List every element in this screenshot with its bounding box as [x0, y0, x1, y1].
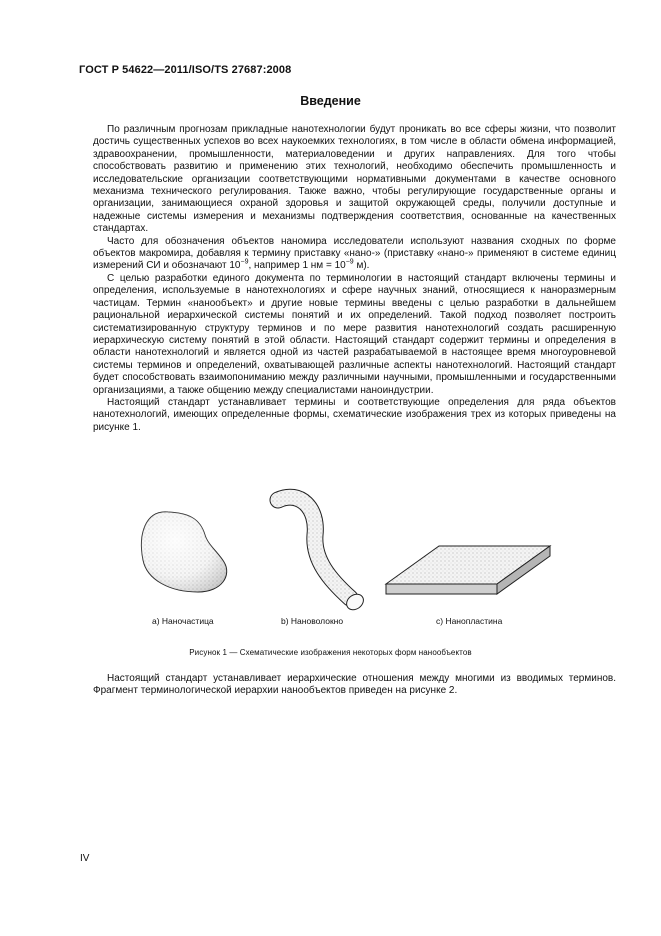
paragraph-3: С целью разработки единого документа по терминологии в настоящий стандарт включены термины и определения, используемые в нанотехнологиях и сфере научных знаний, относящиеся к наноразмерным частицам. Термин «нанообъект» и другие новые термины введены с целью разработки в дальнейшем рациональной иерархической системы понятий и их определений. Такой подход позволяет построить систематизированную структуру терминов и по мере развития нанотехнологий создать расширенную иерархическую систему понятий в этой области. Настоящий стандарт содержит термины и определения в области нанотехнологий и является одной из частей разрабатываемой в настоящее время многоуровневой системы терминов и определений, охватывающей различные аспекты нанотехнологий. Настоящий стандарт будет способствовать взаимопониманию между различными научными, промышленными и государственными организациями, а также общению между специалистами наноиндустрии.	[93, 272, 616, 396]
figure-title: Рисунок 1 — Схематические изображения некоторых форм нанообъектов	[189, 648, 472, 657]
nanoparticle-drawing	[141, 512, 226, 592]
document-header: ГОСТ Р 54622—2011/ISO/TS 27687:2008	[79, 64, 292, 76]
exponent-1: −9	[240, 259, 249, 267]
paragraph-2	[93, 236, 616, 273]
paragraph-1: По различным прогнозам прикладные нанотехнологии будут проникать во все сферы жизни, что позволит достичь существенных успехов во всех наукоемких технологиях, в том числе в области обмена информацией, здравоохранении, промышленности, материаловедении и других направлениях. Для того чтобы способствовать развитию и применению этих технологий, необходимо обеспечить промышленность и исследовательские организации соответствующими нормативными документами в качестве основного механизма технического регулирования. Также важно, чтобы регулирующие государственные органы и организации, занимающиеся охраной здоровья и защитой окружающей среды, получили доступные и надежные системы измерения и механизмы подтверждения соответствия, основанные на качественных стандартах.	[93, 124, 616, 235]
caption-nanoparticle: a) Наночастица	[152, 616, 214, 626]
exponent-2: −9	[345, 259, 354, 267]
figure-drawings	[0, 480, 661, 660]
body-text	[93, 124, 616, 434]
nanoplate-drawing	[386, 546, 550, 594]
caption-nanofiber: b) Нановолокно	[281, 616, 344, 626]
figure-1	[0, 480, 661, 660]
nanofiber-drawing	[278, 497, 366, 613]
page-number: IV	[80, 853, 90, 864]
paragraph-2-mid: , например 1 нм = 10	[248, 260, 346, 272]
paragraph-5: Настоящий стандарт устанавливает иерархические отношения между многими из вводимых терминов. Фрагмент терминологической иерархии нанообъектов приведен на рисунке 2.	[93, 673, 616, 697]
paragraph-4: Настоящий стандарт устанавливает термины и соответствующие определения для ряда объектов нанотехнологий, имеющих определенные формы, схематические изображения трех из которых приведены на рисунке 1.	[93, 396, 616, 433]
caption-nanoplate: c) Нанопластина	[436, 616, 503, 626]
closing-text	[93, 673, 616, 698]
paragraph-2-end: м).	[353, 260, 370, 272]
section-title: Введение	[300, 94, 361, 108]
paragraph-2-text: Часто для обозначения объектов наномира исследователи используют названия сходных по форме объектов макромира, добавляя к термину приставку «нано-» (приставку «нано-» применяют в системе единиц измерений СИ и обозначают 10	[93, 235, 616, 272]
